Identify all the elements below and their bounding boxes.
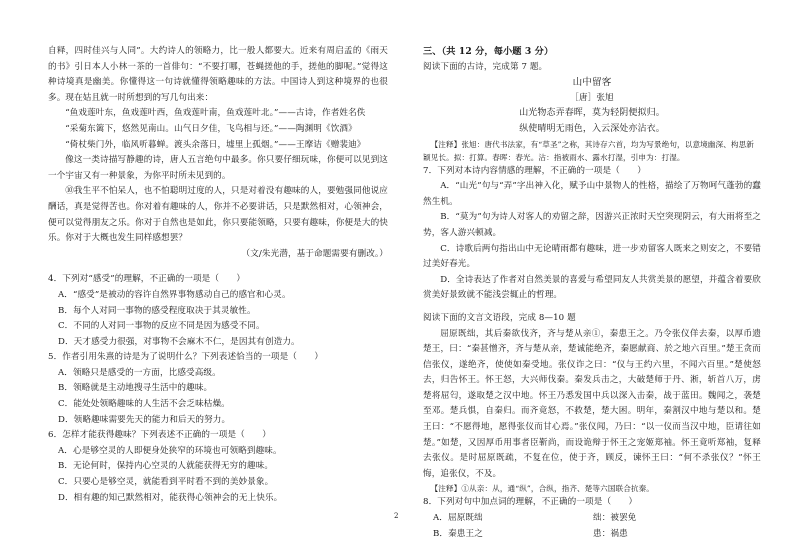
question-7-option-c: C．诗歌后两句指出山中无论晴雨都有趣味，进一步劝留客人既来之则安之，不要错过美好春光。 bbox=[423, 243, 761, 270]
question-5-stem: 5．作者引用朱熹的诗是为了说明什么？下列表述恰当的一项是（ ） bbox=[48, 352, 324, 363]
question-4-stem: 4．下列对“感受”的理解，不正确的一项是（ ） bbox=[48, 274, 246, 285]
question-6-stem: 6．怎样才能获得趣味？下列表述不正确的一项是（ ） bbox=[48, 430, 271, 441]
question-8-gloss-a: 绌：被罢免 bbox=[593, 513, 637, 524]
question-6-option-a: A．心是够空灵的人即便身处狭窄的环境也可领略到趣味。 bbox=[58, 445, 282, 456]
question-7-option-d: D．全诗表达了作者对自然美景的喜爱与希望同友人共赏美景的愿望，并蕴含着要欣赏美好景致就不能浅尝辄止的哲理。 bbox=[423, 274, 761, 301]
question-4-option-a: A．“感受”是被动的容许自然界事物感动自己的感官和心灵。 bbox=[58, 289, 291, 300]
question-7-option-b: B．“莫为”句为诗人对客人的劝留之辞，因游兴正浓时天空突现阴云，有大雨将至之势，客人游兴顿减。 bbox=[423, 212, 761, 238]
question-8-option-b: B．秦患王之 bbox=[433, 528, 483, 539]
question-5-option-c: C．能处处领略趣味的人生活不会乏味枯燥。 bbox=[58, 399, 230, 410]
question-5-option-d: D．领略趣味需要先天的能力和后天的努力。 bbox=[58, 414, 231, 425]
poem-quote: “采菊东篱下，悠然见南山。山气日夕佳，飞鸟相与还。”——陶渊明《饮酒》 bbox=[65, 123, 357, 134]
question-8-option-a: A．屈原既绌 bbox=[433, 513, 483, 524]
passage-paragraph: 自释，四时佳兴与人同”。大约诗人的领略力，比一般人都要大。近来有周启孟的《雨天的书》引日本人小林一茶的一首俳句：“不要打哪，苍蝇搓他的手，搓他的脚呢。”觉得这种诗境真是幽美。你懂得这一句诗就懂得领略趣味的方法。中国诗人到这种境界的也很多。现在姑且就一时所想到的写几句出来： bbox=[48, 46, 388, 103]
poem-annotation: 【注释】张旭：唐代书法家，有“草圣”之称，其诗存六首，均为写景绝句，以意境幽深、构思新颖见长。拟：打算。春晖：春光。沾：指被雨水、露水打湿，引申为：打湿。 bbox=[423, 139, 754, 162]
poem-intro: 阅读下面的古诗，完成第 7 题。 bbox=[423, 61, 548, 72]
question-7-option-a: A．“山光”句与“弄”字出神入化，赋予山中景物人的性格，描绘了万物呵气蓬勃的蠢然生机。 bbox=[423, 181, 761, 207]
question-8-gloss-b: 患：祸患 bbox=[593, 528, 628, 539]
question-7-stem: 7．下列对本诗内容情感的理解，不正确的一项是（ ） bbox=[423, 165, 646, 176]
question-4-option-b: B．每个人对同一事物的感受程度取决于其灵敏性。 bbox=[58, 305, 256, 316]
wenyan-annotation: 【注释】①从亲：从，通“纵”，合纵，指齐、楚等六国联合抗秦。 bbox=[430, 484, 654, 494]
question-4-option-d: D．天才感受力很强，对事物不会麻木不仁，是因其有创造力。 bbox=[58, 336, 300, 347]
passage-paragraph: ⑩我生平不怕呆人，也不怕聪明过度的人，只是对着没有趣味的人，要勉强同他说应酬话，真是觉得苦也。你对着有趣味的人，你并不必要讲话，只是默然相对，心领神会，便可以觉得朋友之乐。你对于自然也是如此，你只要能领略，只要有趣味，你便是大的快乐。你对于大概也发生同样感想罢？ bbox=[48, 186, 388, 244]
question-6-option-b: B．无论何时，保持内心空灵的人就能获得无穷的趣味。 bbox=[58, 461, 274, 472]
question-8-row bbox=[423, 511, 761, 527]
wenyan-intro: 阅读下面的文言文语段，完成 8—10 题 bbox=[423, 312, 576, 323]
wenyan-passage: 屈原既绌，其后秦欲伐齐，齐与楚从亲①，秦患王之。乃令张仪佯去秦，以厚币遗楚王，曰：“秦甚憎齐，齐与楚从亲，楚诚能绝齐，秦愿献商、於之地六百里。”楚王贪而信张仪，遂绝齐，使使如秦受地。张仪诈之曰：“仪与王约六里，不闻六百里。”楚使怒去，归告怀王。怀王怒，大兴师伐秦。秦发兵击之，大破楚师于丹、淅，斩首八万，虏楚将屈匄，遂取楚之汉中地。怀王乃悉发国中兵以深入击秦，战于蓝田。魏闻之，袭楚至邓。楚兵惧，自秦归。而齐竟怒，不救楚，楚大困。明年，秦割汉中地与楚以和。楚王曰：“不愿得地，愿得张仪而甘心焉。”张仪闻，乃曰：“以一仪而当汉中地，臣请往如楚。”如楚，又因厚币用事者臣靳尚，而设诡辩于怀王之宠姬郑袖。怀王竟听郑袖，复释去张仪。是时屈原既疏，不复在位，使于齐，顾反，谏怀王曰：“何不杀张仪？”怀王悔，追张仪，不及。 bbox=[423, 328, 761, 479]
left-column bbox=[48, 44, 388, 506]
poem-title: 山中留客 bbox=[572, 77, 612, 89]
poem-quote: “倚杖柴门外，临风听暮蝉。渡头余落日，墟里上孤烟。”——王摩诘《赠裴迪》 bbox=[65, 139, 366, 150]
right-column bbox=[423, 44, 761, 542]
question-6-option-c: C．只要心是够空灵，就能看到平时看不到的美妙景象。 bbox=[58, 477, 274, 488]
question-8-row bbox=[423, 527, 761, 543]
question-4-option-c: C．不同的人对同一事物的反应不同是因为感受不同。 bbox=[58, 321, 265, 332]
question-5-option-b: B．领略就是主动地搜寻生活中的趣味。 bbox=[58, 383, 213, 394]
poem-line: 纵使晴明无雨色，入云深处亦沾衣。 bbox=[519, 123, 665, 134]
source-note: （文/朱光潜，基于命题需要有删改。） bbox=[241, 248, 388, 259]
poem-author: ［唐］张旭 bbox=[570, 92, 614, 103]
question-5-option-a: A．领略只是感受的一方面，比感受高级。 bbox=[58, 367, 221, 378]
question-8-stem: 8．下列对句中加点词的理解，不正确的一项是（ ） bbox=[423, 497, 638, 508]
poem-quote: “鱼戏莲叶东，鱼戏莲叶西，鱼戏莲叶南，鱼戏莲叶北。”——古诗，作者姓名佚 bbox=[65, 108, 366, 119]
page-number: 2 bbox=[394, 512, 399, 520]
question-6-option-d: D．相有趣的知己默然相对，能获得心领神会的无上快乐。 bbox=[58, 492, 283, 503]
passage-paragraph: 像这一类诗描写静趣的诗，唐人五言绝句中最多。你只要仔细玩味，你便可以见到这一个宇宙又有一种景象，为你平时所未见到的。 bbox=[48, 155, 388, 181]
section-title: 三、（共 12 分，每小题 3 分） bbox=[423, 46, 554, 57]
poem-line: 山光物态弄春晖，莫为轻阴便拟归。 bbox=[519, 108, 665, 119]
